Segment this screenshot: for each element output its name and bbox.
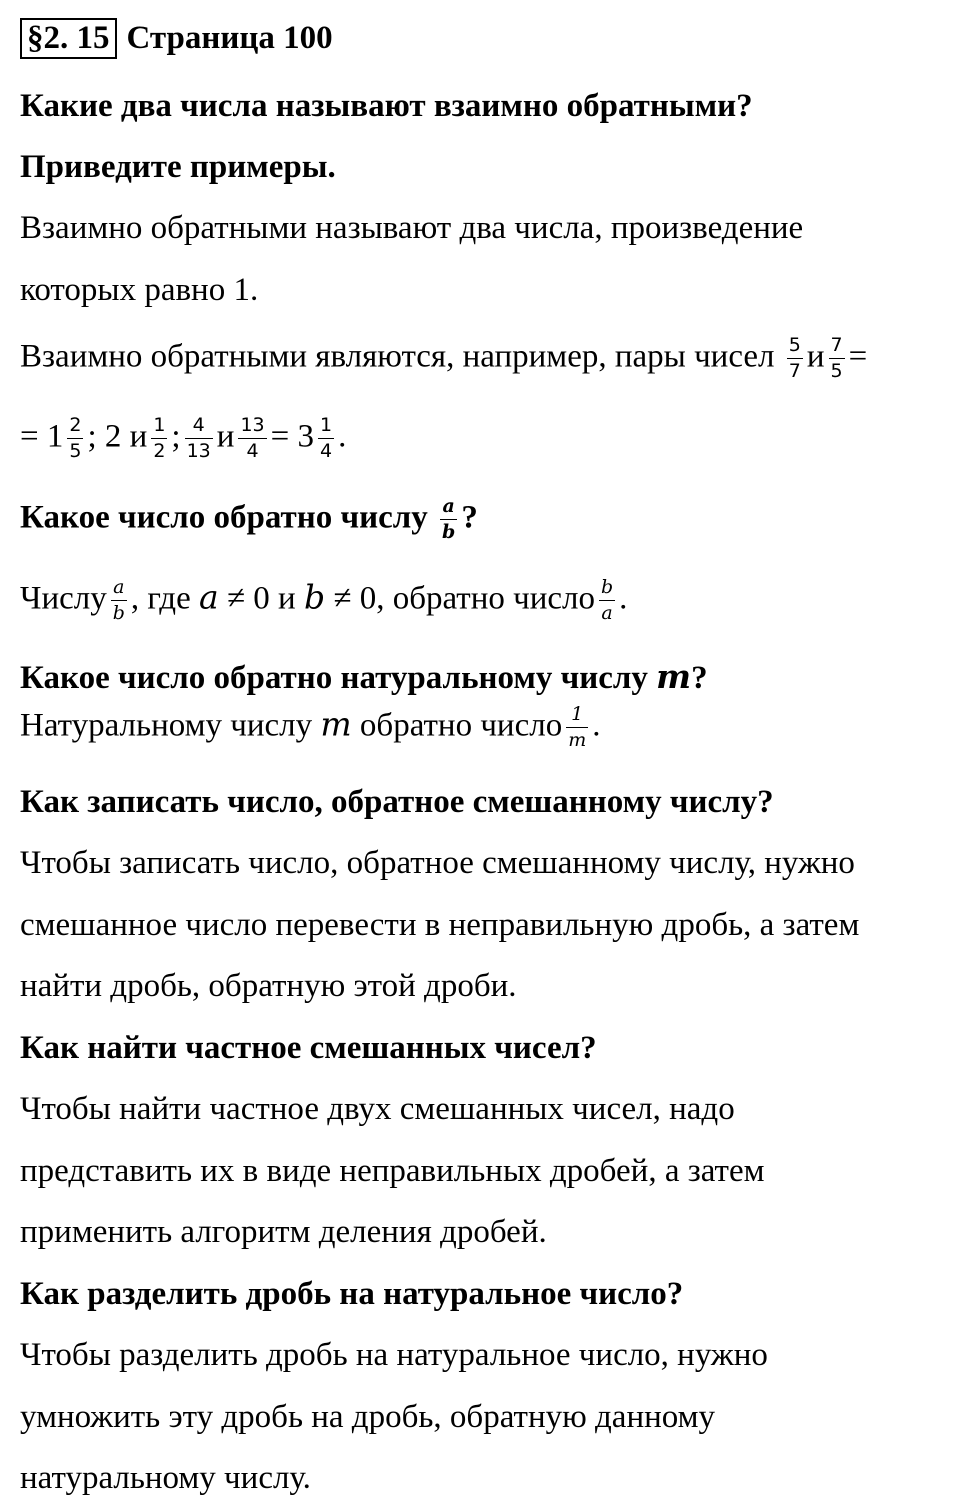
question-1-line-1: Какие два числа называют взаимно обратными?: [20, 88, 753, 124]
fraction-numerator: 1: [320, 414, 333, 436]
condition-2: ≠ 0, обратно число: [333, 580, 595, 617]
answer-4-line-3: найти дробь, обратную этой дроби.: [20, 968, 517, 1004]
question-mark: ?: [691, 660, 708, 696]
fraction-5-7: [787, 336, 803, 382]
fraction-denominator: 5: [830, 359, 843, 382]
answer-3: [20, 705, 600, 751]
fraction-bar: [829, 358, 845, 359]
answer-3-start: Натуральному числу: [20, 707, 313, 744]
separator-text: ; 2 и: [87, 418, 148, 455]
answer-1-line-2: которых равно 1.: [20, 272, 259, 308]
fraction-numerator: 4: [192, 414, 205, 436]
fraction-b-a: [599, 578, 615, 624]
fraction-13-4: [238, 416, 266, 462]
fraction-numerator: 13: [240, 414, 265, 436]
fraction-a-b: [111, 578, 127, 624]
variable-m: m: [656, 657, 692, 696]
fraction-bar: [566, 727, 588, 728]
page-title: Страница 100: [126, 20, 333, 56]
equals-sign: =: [848, 338, 868, 375]
answer-2-mid: , где: [130, 580, 191, 617]
fraction-numerator: a: [442, 495, 455, 517]
answer-1-line-3: [20, 336, 867, 382]
answer-2: [20, 578, 627, 624]
answer-5-line-3: применить алгоритм деления дробей.: [20, 1214, 547, 1250]
variable-a: a: [199, 577, 219, 617]
fraction-bar: [67, 438, 83, 439]
separator-text: ;: [171, 418, 181, 455]
answer-6-line-2: умножить эту дробь на дробь, обратную данному: [20, 1399, 716, 1435]
question-1-line-2: Приведите примеры.: [20, 149, 336, 185]
conjunction: и: [216, 418, 235, 455]
fraction-denominator: m: [568, 728, 587, 751]
fraction-a-b: [440, 497, 457, 543]
equals-mixed: = 3: [270, 418, 314, 455]
question-3: [20, 657, 708, 696]
mixed-whole: = 1: [20, 418, 64, 455]
answer-1-line-1: Взаимно обратными называют два числа, произведение: [20, 210, 804, 246]
fraction-bar: [185, 438, 213, 439]
question-4: Как записать число, обратное смешанному числу?: [20, 784, 774, 820]
fraction-numerator: 1: [153, 414, 166, 436]
fraction-bar: [111, 600, 127, 601]
fraction-denominator: b: [112, 601, 125, 624]
question-5: Как найти частное смешанных чисел?: [20, 1030, 597, 1066]
question-3-text: Какое число обратно натуральному числу: [20, 660, 648, 696]
fraction-2-5: [67, 416, 83, 462]
question-mark: ?: [461, 499, 478, 536]
answer-6-line-1: Чтобы разделить дробь на натуральное число, нужно: [20, 1337, 768, 1373]
answer-6-line-3: натуральному числу.: [20, 1460, 311, 1496]
answer-1-line-4: [20, 416, 346, 462]
answer-5-line-2: представить их в виде неправильных дробей, а затем: [20, 1153, 765, 1189]
fraction-4-13: [185, 416, 213, 462]
answer-5-line-1: Чтобы найти частное двух смешанных чисел, надо: [20, 1091, 735, 1127]
condition-1: ≠ 0 и: [226, 580, 296, 617]
fraction-denominator: b: [442, 520, 456, 543]
answer-4-line-2: смешанное число перевести в неправильную дробь, а затем: [20, 907, 860, 943]
answer-1-line-3-text: Взаимно обратными являются, например, пары чисел: [20, 338, 775, 375]
period: .: [592, 707, 601, 744]
fraction-1-m: [566, 705, 588, 751]
question-6: Как разделить дробь на натуральное число?: [20, 1276, 684, 1312]
fraction-denominator: 4: [246, 439, 259, 462]
fraction-denominator: 5: [69, 439, 82, 462]
period: .: [338, 418, 347, 455]
fraction-denominator: 2: [153, 439, 166, 462]
header: [20, 18, 333, 59]
period: .: [619, 580, 628, 617]
fraction-bar: [440, 519, 457, 520]
fraction-denominator: 4: [320, 439, 333, 462]
variable-b: b: [303, 577, 326, 617]
answer-4-line-1: Чтобы записать число, обратное смешанному числу, нужно: [20, 845, 855, 881]
fraction-numerator: b: [601, 576, 614, 598]
answer-3-mid: обратно число: [359, 707, 563, 744]
fraction-bar: [151, 438, 167, 439]
fraction-bar: [599, 600, 615, 601]
question-2: [20, 497, 478, 543]
fraction-numerator: 5: [788, 334, 801, 356]
fraction-1-2: [151, 416, 167, 462]
fraction-1-4: [318, 416, 334, 462]
fraction-numerator: a: [113, 576, 125, 598]
fraction-denominator: a: [601, 601, 613, 624]
fraction-numerator: 1: [571, 703, 584, 725]
answer-2-start: Числу: [20, 580, 107, 617]
conjunction: и: [806, 338, 825, 375]
fraction-7-5: [829, 336, 845, 382]
fraction-numerator: 2: [69, 414, 82, 436]
fraction-denominator: 13: [186, 439, 211, 462]
fraction-bar: [318, 438, 334, 439]
variable-m: m: [320, 704, 352, 744]
fraction-denominator: 7: [788, 359, 801, 382]
question-2-text: Какое число обратно числу: [20, 499, 428, 536]
fraction-bar: [238, 438, 266, 439]
fraction-bar: [787, 358, 803, 359]
fraction-numerator: 7: [830, 334, 843, 356]
section-number-box: §2. 15: [20, 18, 117, 59]
